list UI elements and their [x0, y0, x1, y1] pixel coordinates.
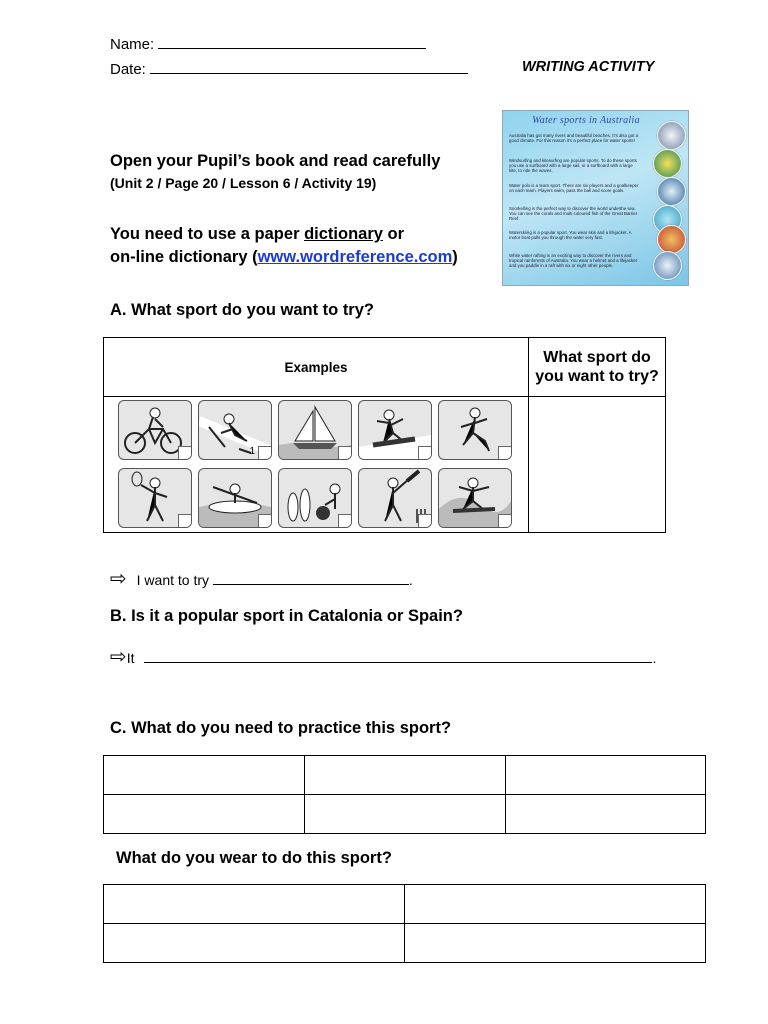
dictionary-line-2	[110, 248, 458, 267]
poster-paragraph: White water rafting is an exciting way to discover the rivers and tropical rainforests of Australia. You wear a helmet and a lifejacket and you paddle in a raft with six or eight other people.	[509, 253, 637, 268]
poster-title: Water sports in Australia	[532, 115, 640, 126]
activity-title: WRITING ACTIVITY	[522, 59, 655, 75]
poster-paragraph: Australia has got many rivers and beautiful beaches. It’s also got a good climate. For this reason it’s a perfect place for water sports!	[509, 133, 639, 143]
sports-table	[103, 337, 666, 533]
tick-box[interactable]	[178, 446, 192, 460]
equipment-table	[103, 755, 706, 834]
windsurf-photo	[657, 121, 686, 150]
tick-box[interactable]	[498, 514, 512, 528]
date-row	[110, 59, 468, 78]
answer-a-row	[110, 569, 413, 589]
tick-box[interactable]	[498, 446, 512, 460]
dict-text-post-2: )	[452, 248, 458, 266]
waterski-photo	[653, 251, 682, 280]
name-field[interactable]	[158, 34, 426, 49]
dict-text-post: or	[382, 225, 405, 243]
clothing-cell[interactable]	[104, 885, 405, 924]
name-label: Name:	[110, 36, 155, 53]
running-picture	[438, 400, 512, 460]
answer-a-suffix: .	[408, 572, 413, 588]
arrow-right-icon: ⇨	[110, 646, 127, 668]
waterpolo-photo	[653, 149, 682, 178]
equipment-cell[interactable]	[506, 795, 706, 834]
dictionary-line-1	[110, 225, 404, 244]
want-to-try-header: What sport do you want to try?	[529, 338, 666, 397]
examples-cell	[104, 397, 529, 533]
wordreference-link[interactable]: www.wordreference.com	[257, 248, 453, 266]
answer-b-suffix: .	[652, 650, 657, 666]
water-sports-poster	[502, 110, 689, 286]
cricket-picture	[358, 468, 432, 528]
sport-pictures-grid	[104, 397, 528, 532]
clothing-cell[interactable]	[405, 885, 706, 924]
skiing-picture	[198, 400, 272, 460]
picture-number: 1	[249, 446, 255, 457]
question-b: B. Is it a popular sport in Catalonia or Spain?	[110, 607, 463, 625]
tick-box[interactable]	[338, 514, 352, 528]
answer-b-row	[110, 647, 656, 667]
question-a: A. What sport do you want to try?	[110, 301, 374, 319]
dict-text-pre: You need to use a paper	[110, 225, 305, 243]
arrow-right-icon: ⇨	[110, 568, 127, 590]
badminton-picture	[118, 468, 192, 528]
answer-b-field[interactable]	[144, 648, 652, 663]
cycling-picture	[118, 400, 192, 460]
clothing-table	[103, 884, 706, 963]
dict-text-pre-2: on-line dictionary (	[110, 248, 258, 266]
intro-reference: (Unit 2 / Page 20 / Lesson 6 / Activity 19)	[110, 175, 377, 191]
sailing-picture	[278, 400, 352, 460]
equipment-cell[interactable]	[104, 795, 305, 834]
equipment-cell[interactable]	[506, 756, 706, 795]
surfing-picture	[438, 468, 512, 528]
equipment-cell[interactable]	[305, 756, 506, 795]
equipment-cell[interactable]	[104, 756, 305, 795]
name-row	[110, 34, 426, 53]
tick-box[interactable]	[338, 446, 352, 460]
dictionary-word: dictionary	[304, 225, 383, 243]
want-to-try-answer-cell[interactable]	[529, 397, 666, 533]
intro-heading: Open your Pupil’s book and read carefully	[110, 152, 441, 170]
tick-box[interactable]	[258, 446, 272, 460]
answer-b-prefix: It	[126, 650, 135, 666]
poster-paragraph: Snorkelling is the perfect way to discover the world underthe sea. You can see the corals and multi coloured fish of the Great Barrier Reef.	[509, 206, 638, 221]
tick-box[interactable]	[418, 446, 432, 460]
kitesurf-photo	[657, 177, 686, 206]
wear-question: What do you wear to do this sport?	[116, 849, 392, 867]
snowboarding-picture	[358, 400, 432, 460]
answer-a-field[interactable]	[213, 570, 409, 585]
poster-paragraph: Water polo is a team sport. There are six players and a goalkeeper on each team. Players swim, pass the ball and score goals.	[509, 183, 639, 193]
clothing-cell[interactable]	[405, 924, 706, 963]
answer-a-prefix: I want to try	[136, 572, 210, 588]
date-label: Date:	[110, 61, 146, 78]
rafting-photo	[657, 225, 686, 254]
bowling-picture	[278, 468, 352, 528]
tick-box[interactable]	[258, 514, 272, 528]
question-c: C. What do you need to practice this sport?	[110, 719, 452, 737]
tick-box[interactable]	[178, 514, 192, 528]
date-field[interactable]	[150, 59, 468, 74]
poster-paragraph: Windsurfing and kitesurfing are popular sports. To do these sports you use a surfboard with a large sail, or a surfboard with a large kite, to ride the waves.	[509, 158, 637, 173]
kayaking-picture	[198, 468, 272, 528]
poster-paragraph: Waterskiing is a popular sport. You wear skis and a lifejacket. A motor boat pulls you through the water very fast.	[509, 230, 632, 240]
equipment-cell[interactable]	[305, 795, 506, 834]
tick-box[interactable]	[418, 514, 432, 528]
clothing-cell[interactable]	[104, 924, 405, 963]
examples-header: Examples	[104, 338, 529, 397]
